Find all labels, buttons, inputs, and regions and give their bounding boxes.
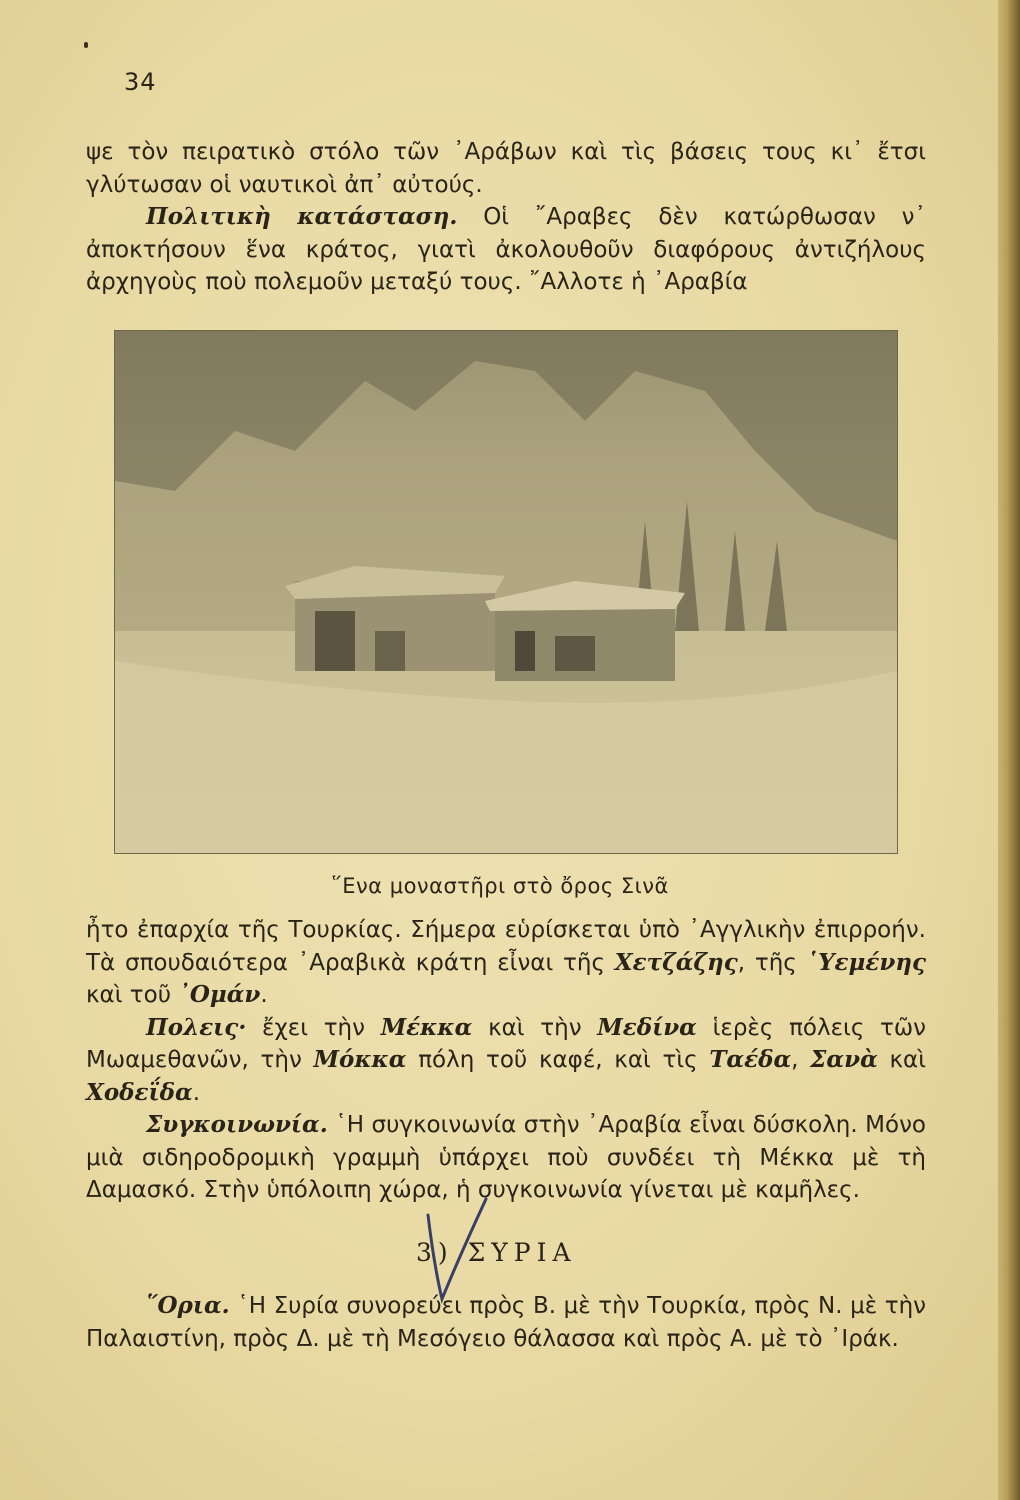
- place-taif: Ταέδα: [709, 1046, 792, 1073]
- place-mocha: Μόκκα: [313, 1046, 407, 1073]
- borders-text: ῾Η Συρία συνορεύει πρὸς Β. μὲ τὴν Τουρκία, πρὸς Ν. μὲ τὴν Παλαιστίνη, πρὸς Δ. μὲ τὴ Μεσόγειο θάλασσα καὶ πρὸς Α. μὲ τὸ ᾿Ιράκ.: [86, 1293, 926, 1352]
- page-number: 34: [124, 68, 157, 96]
- cities-paragraph: [86, 1012, 926, 1110]
- arabia-text: ἦτο ἐπαρχία τῆς Τουρκίας. Σήμερα εὑρίσκεται ὑπὸ ᾿Αγγλικὴν ἐπιρροήν. Τὰ σπουδαιότερα ᾿Αραβικὰ κράτη εἶναι τῆς: [86, 917, 926, 976]
- place-sana: Σανὰ: [810, 1046, 878, 1073]
- top-text-block: [86, 136, 926, 299]
- paragraph-continued: ψε τὸν πειρατικὸ στόλο τῶν ᾿Αράβων καὶ τὶς βάσεις τους κι᾿ ἔτσι γλύτωσαν οἱ ναυτικοὶ ἀπ᾿ αὐτούς.: [86, 139, 926, 198]
- politics-paragraph: [86, 201, 926, 299]
- monastery-photo-illustration: [115, 331, 897, 853]
- place-oman: ᾿Ομάν: [178, 981, 261, 1008]
- text-fragment: πόλη τοῦ καφέ, καὶ τὶς: [406, 1047, 710, 1073]
- place-medina: Μεδίνα: [597, 1013, 697, 1041]
- politics-heading: Πολιτικὴ κατάσταση.: [146, 203, 458, 230]
- text-fragment: καὶ: [877, 1047, 926, 1073]
- arabia-paragraph: [86, 914, 926, 1012]
- photo-caption: ῞Ενα μοναστῆρι στὸ ὄρος Σινᾶ: [331, 874, 669, 898]
- place-yemen: ῾Υεμένης: [806, 948, 927, 976]
- ink-speck: [84, 42, 88, 48]
- borders-text-block: [86, 1290, 926, 1355]
- place-mecca: Μέκκα: [380, 1013, 473, 1041]
- politics-text: Οἱ ῎Αραβες δὲν κατώρθωσαν ν᾿ ἀποκτήσουν ἕνα κράτος, γιατὶ ἀκολουθοῦν διαφόρους ἀντιζήλους ἀρχηγοὺς ποὺ πολεμοῦν μεταξύ τους. ῎Αλλοτε ἡ ᾿Αραβία: [86, 204, 927, 295]
- text-fragment: ἔχει τὴν: [246, 1014, 381, 1041]
- text-fragment: καὶ τοῦ: [86, 982, 179, 1008]
- communication-heading: Συγκοινωνία.: [146, 1111, 328, 1138]
- monastery-photo: [114, 330, 898, 854]
- text-fragment: ,: [791, 1047, 811, 1073]
- section-title-syria: 3) ΣΥΡΙΑ: [416, 1238, 577, 1267]
- place-hejaz: Χετζάζης: [614, 948, 738, 976]
- arabia-text-block: [86, 914, 926, 1207]
- borders-heading: ῞Ορια.: [146, 1292, 230, 1319]
- text-fragment: .: [260, 982, 268, 1008]
- communication-text: ῾Η συγκοινωνία στὴν ᾿Αραβία εἶναι δύσκολη. Μόνο μιὰ σιδηροδρομικὴ γραμμὴ ὑπάρχει ποὺ συνδέει τὴ Μέκκα μὲ τὴ Δαμασκό. Στὴν ὑπόλοιπη χώρα, ἡ συγκοινωνία γίνεται μὲ καμῆλες.: [86, 1112, 926, 1203]
- text-fragment: καὶ τὴν: [472, 1014, 598, 1041]
- communication-paragraph: [86, 1109, 926, 1207]
- text-fragment: ἱερὲς πόλεις τῶν Μωαμεθανῶν, τὴν: [86, 1014, 926, 1073]
- text-fragment: , τῆς: [737, 949, 807, 976]
- place-jeddah: Χοδεΐδα: [86, 1078, 193, 1106]
- text-fragment: .: [192, 1079, 200, 1106]
- cities-heading: Πολεις·: [146, 1013, 247, 1041]
- borders-paragraph: [86, 1290, 926, 1355]
- page-edge: [998, 0, 1020, 1500]
